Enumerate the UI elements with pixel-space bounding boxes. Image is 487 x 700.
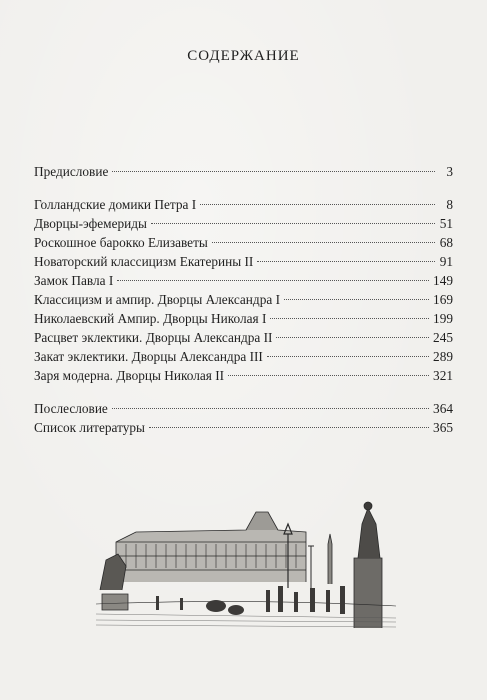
toc-entry-title: Классицизм и ампир. Дворцы Александра I [34, 292, 280, 307]
section-gap [34, 385, 453, 399]
toc-entry [34, 214, 453, 233]
toc-entry-page: 289 [433, 349, 453, 364]
toc-entry-page: 199 [433, 311, 453, 326]
dot-leader [151, 223, 435, 224]
toc-entry-page: 364 [433, 401, 453, 416]
toc-entry [34, 399, 453, 418]
toc-entry-title: Расцвет эклектики. Дворцы Александра II [34, 330, 273, 345]
dot-leader [112, 171, 435, 172]
toc-entry [34, 418, 453, 437]
toc-entry-page: 245 [433, 330, 453, 345]
toc-entry-page: 149 [433, 273, 453, 288]
toc-entry-title: Роскошное барокко Елизаветы [34, 235, 208, 250]
dot-leader [117, 280, 429, 281]
palace-engraving-illustration [96, 494, 396, 628]
toc-entry [34, 347, 453, 366]
dot-leader [257, 261, 435, 262]
toc-entry-title: Замок Павла I [34, 273, 114, 288]
toc-entry [34, 290, 453, 309]
section-gap [34, 181, 453, 195]
toc-entry-title: Предисловие [34, 164, 109, 179]
dot-leader [212, 242, 435, 243]
toc-entry-title: Новаторский классицизм Екатерины II [34, 254, 254, 269]
toc-entry-page: 169 [433, 292, 453, 307]
toc-entry-title: Список литературы [34, 420, 145, 435]
toc-entry-title: Дворцы-эфемериды [34, 216, 147, 231]
dot-leader [267, 356, 429, 357]
toc-entry-page: 8 [446, 197, 453, 212]
toc-entry-title: Николаевский Ампир. Дворцы Николая I [34, 311, 267, 326]
toc-entry-page: 91 [439, 254, 453, 269]
dot-leader [149, 427, 429, 428]
toc-entry [34, 271, 453, 290]
toc-entry-title: Послесловие [34, 401, 108, 416]
toc-entry-page: 321 [433, 368, 453, 383]
toc-entry [34, 195, 453, 214]
toc-entry-page: 68 [439, 235, 453, 250]
toc-entry [34, 252, 453, 271]
dot-leader [200, 204, 435, 205]
toc-entry-title: Закат эклектики. Дворцы Александра III [34, 349, 263, 364]
page-title: СОДЕРЖАНИЕ [187, 48, 300, 64]
toc-entry [34, 366, 453, 385]
dot-leader [276, 337, 429, 338]
toc-entry-page: 365 [433, 420, 453, 435]
dot-leader [270, 318, 429, 319]
toc-entry-page: 51 [439, 216, 453, 231]
toc-entry [34, 162, 453, 181]
toc-entry-title: Заря модерна. Дворцы Николая II [34, 368, 225, 383]
dot-leader [228, 375, 429, 376]
toc-entry-page: 3 [446, 164, 453, 179]
table-of-contents [34, 162, 453, 437]
toc-entry [34, 309, 453, 328]
toc-entry-title: Голландские домики Петра I [34, 197, 197, 212]
dot-leader [284, 299, 429, 300]
toc-entry [34, 233, 453, 252]
toc-entry [34, 328, 453, 347]
dot-leader [112, 408, 429, 409]
